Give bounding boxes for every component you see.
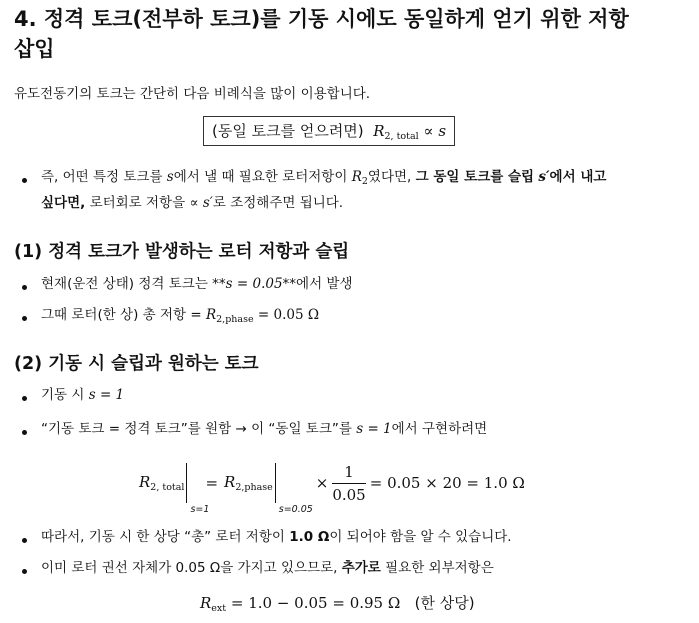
heading-line-1: 4. 정격 토크(전부하 토크)를 기동 시에도 동일하게 얻기 위한 저항 — [14, 7, 629, 31]
section-2-item-1: 기동 시 s = 1 — [41, 387, 125, 403]
bullet-1-line-2: 싶다면, 로터회로 저항을 ∝ s′로 조정해주면 됩니다. — [41, 195, 344, 211]
section-2-item-2: “기동 토크 = 정격 토크”를 원함 → 이 “동일 토크”를 s = 1에서 구현하려면 — [41, 421, 488, 437]
section-1-item-1: 현재(운전 상태) 정격 토크는 **s = 0.05**에서 발생 — [41, 276, 353, 292]
bullet-dot — [22, 285, 27, 290]
final-equation-note: (한 상당) — [414, 594, 475, 612]
equation-rphase: $R_{2,phase}$ — [224, 473, 273, 493]
equation-result: = 0.05 × 20 = 1.0 Ω — [369, 474, 525, 492]
conclusion-item: 따라서, 기동 시 한 상당 “총” 로터 저항이 1.0 Ω이 되어야 함을 알 수 있습니다. — [41, 529, 512, 545]
section-heading — [14, 4, 629, 64]
bullet-1-line-1: 즉, 어떤 특정 토크를 s에서 낼 때 필요한 로터저항이 $R_2$였다면, 그 동일 토크를 슬립 s′에서 내고 — [41, 169, 607, 187]
bullet-dot — [22, 396, 27, 401]
section-2-title: (2) 기동 시 슬립과 원하는 토크 — [14, 354, 259, 374]
intro-paragraph: 유도전동기의 토크는 간단히 다음 비례식을 많이 이용합니다. — [14, 86, 371, 102]
bullet-dot — [22, 178, 27, 183]
bullet-dot — [22, 430, 27, 435]
external-resistance-item: 이미 로터 권선 자체가 0.05 Ω을 가지고 있으므로, 추가로 필요한 외부저항은 — [41, 560, 494, 576]
section-1-title: (1) 정격 토크가 발생하는 로터 저항과 슬립 — [14, 242, 350, 262]
section-1-item-2: 그때 로터(한 상) 총 저항 = $R_{2,phase} = 0.05$ Ω — [41, 307, 320, 325]
equation-fraction: $\frac{1}{0.05}$ — [332, 462, 366, 504]
evaluation-bar: s=1 — [186, 463, 187, 503]
proportion-box — [203, 116, 455, 146]
bullet-dot — [22, 538, 27, 543]
final-equation: $R_{ext} = 1.0 - 0.05 = 0.95$ Ω (한 상당) — [200, 594, 475, 614]
proportion-operator: ∝ — [423, 122, 434, 140]
equation-lhs: $R_{2, total}$ — [139, 473, 185, 493]
bullet-dot — [22, 569, 27, 574]
heading-line-2: 삽입 — [14, 37, 55, 61]
proportion-rhs: s — [438, 122, 447, 140]
bullet-dot — [22, 316, 27, 321]
display-equation: $R_{2, total}$ s=1 = $R_{2,phase}$ s=0.05 × $\frac{1}{0.05}$ = 0.05 × 20 = 1.0 Ω — [139, 462, 525, 515]
proportion-lhs: $R_{2, total}$ — [373, 122, 419, 142]
evaluation-bar: s=0.05 — [275, 463, 276, 503]
proportion-label: (동일 토크를 얻으려면) — [212, 122, 364, 140]
